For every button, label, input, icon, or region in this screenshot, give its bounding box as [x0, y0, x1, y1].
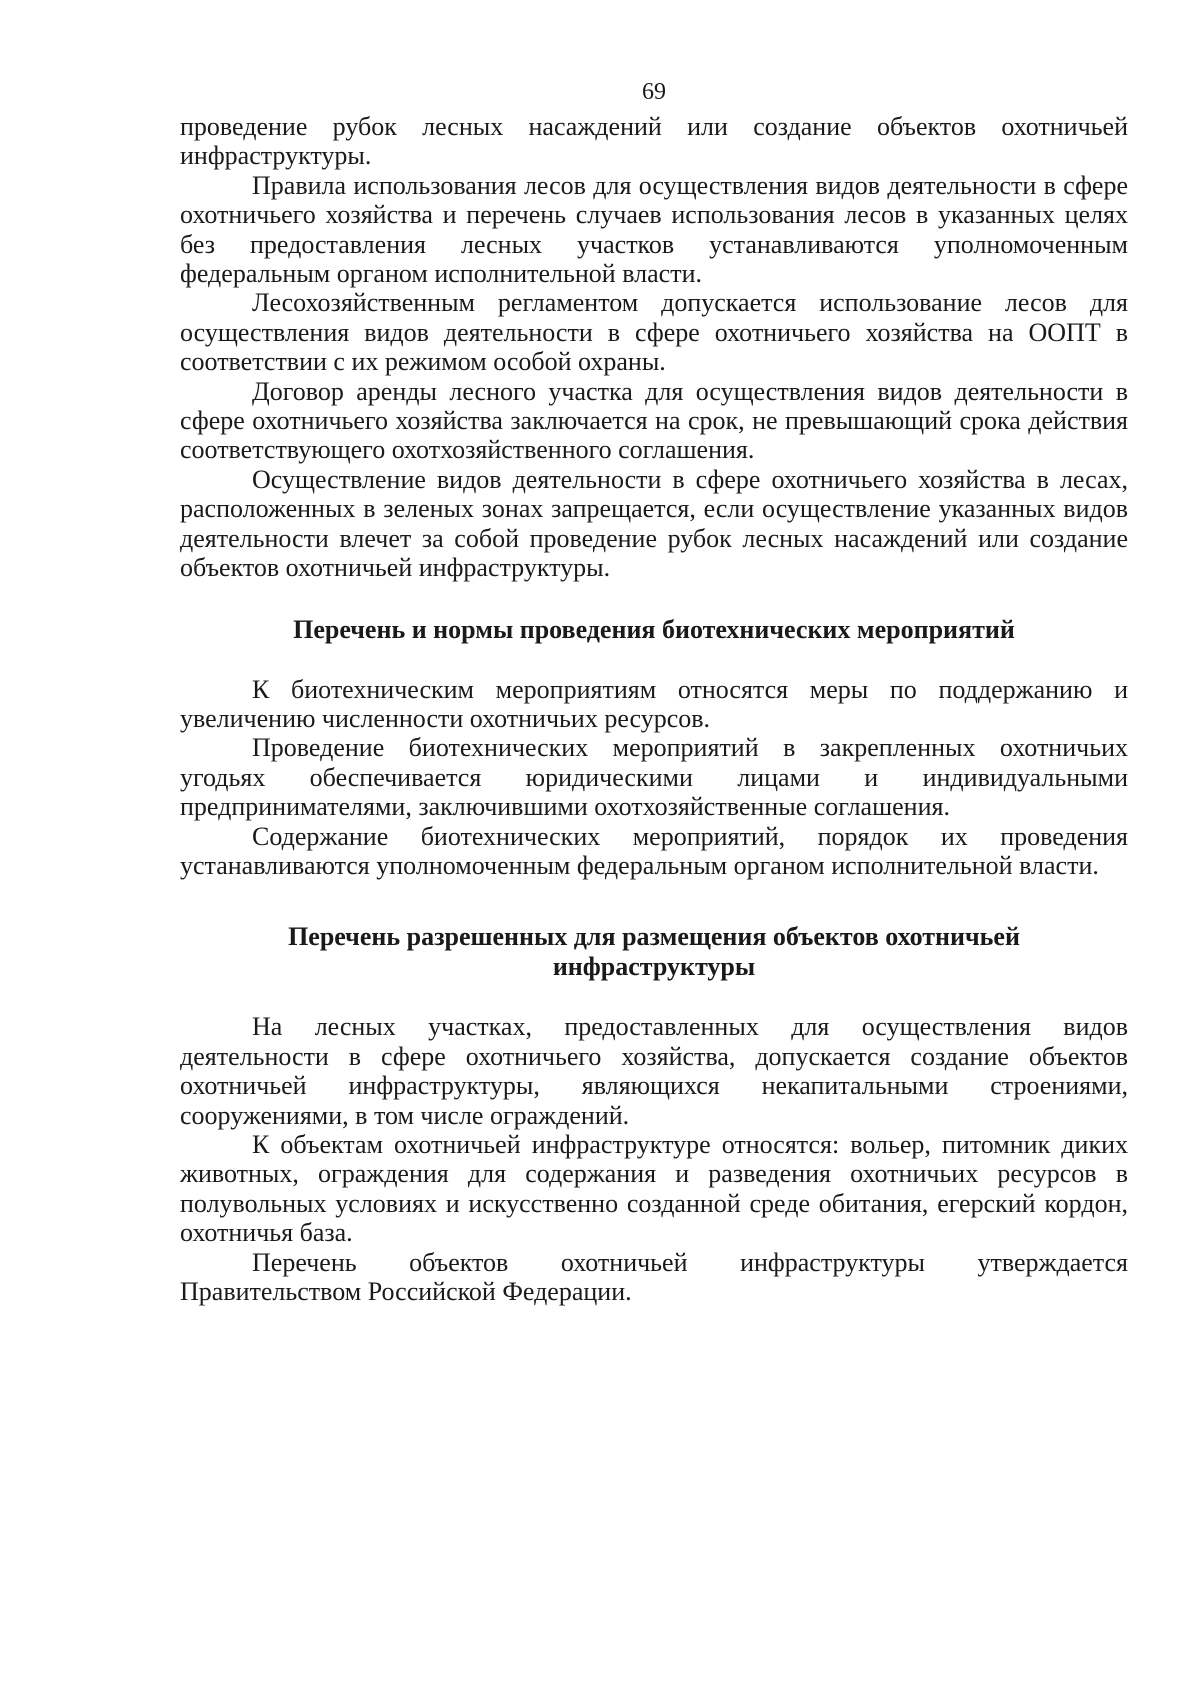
paragraph: проведение рубок лесных насаждений или создание объектов охотничьей инфраструктуры. — [180, 112, 1128, 171]
paragraph: Содержание биотехнических мероприятий, порядок их проведения устанавливаются уполномоченным федеральным органом исполнительной власти. — [180, 821, 1128, 880]
paragraph: Перечень объектов охотничьей инфраструктуры утверждается Правительством Российской Федерации. — [180, 1247, 1128, 1306]
paragraph: Проведение биотехнических мероприятий в закрепленных охотничьих угодьях обеспечивается юридическими лицами и индивидуальными предпринимателями, заключившими охотхозяйственные соглашения. — [180, 733, 1128, 822]
paragraph: К объектам охотничьей инфраструктуре относятся: вольер, питомник диких животных, ограждения для содержания и разведения охотничьих ресурсов в полувольных условиях и искусственно созданной среде обитания, егерский кордон, охотничья база. — [180, 1129, 1128, 1248]
section-biotech — [180, 615, 1128, 881]
section-infra — [180, 922, 1128, 1306]
paragraph: Лесохозяйственным регламентом допускается использование лесов для осуществления видов деятельности в сфере охотничьего хозяйства на ООПТ в соответствии с их режимом особой охраны. — [180, 288, 1128, 377]
paragraph: Договор аренды лесного участка для осуществления видов деятельности в сфере охотничьего хозяйства заключается на срок, не превышающий срока действия соответствующего охотхозяйственного соглашения. — [180, 376, 1128, 465]
section-heading: Перечень разрешенных для размещения объектов охотничьей инфраструктуры — [288, 922, 1020, 982]
paragraph: К биотехническим мероприятиям относятся меры по поддержанию и увеличению численности охотничьих ресурсов. — [180, 674, 1128, 733]
paragraph: Правила использования лесов для осуществления видов деятельности в сфере охотничьего хозяйства и перечень случаев использования лесов в указанных целях без предоставления лесных участков устанавливаются уполномоченным федеральным органом исполнительной власти. — [180, 170, 1128, 289]
paragraph: Осуществление видов деятельности в сфере охотничьего хозяйства в лесах, расположенных в зеленых зонах запрещается, если осуществление указанных видов деятельности влечет за собой проведение рубок лесных насаждений или создание объектов охотничьей инфраструктуры. — [180, 464, 1128, 583]
section-heading: Перечень и нормы проведения биотехнических мероприятий — [293, 614, 1015, 644]
paragraph: На лесных участках, предоставленных для осуществления видов деятельности в сфере охотничьего хозяйства, допускается создание объектов охотничьей инфраструктуры, являющихся некапитальными строениями, сооружениями, в том числе ограждений. — [180, 1012, 1128, 1130]
page-number: 69 — [642, 79, 666, 105]
document-page — [180, 78, 1128, 1306]
section-intro — [180, 112, 1128, 583]
